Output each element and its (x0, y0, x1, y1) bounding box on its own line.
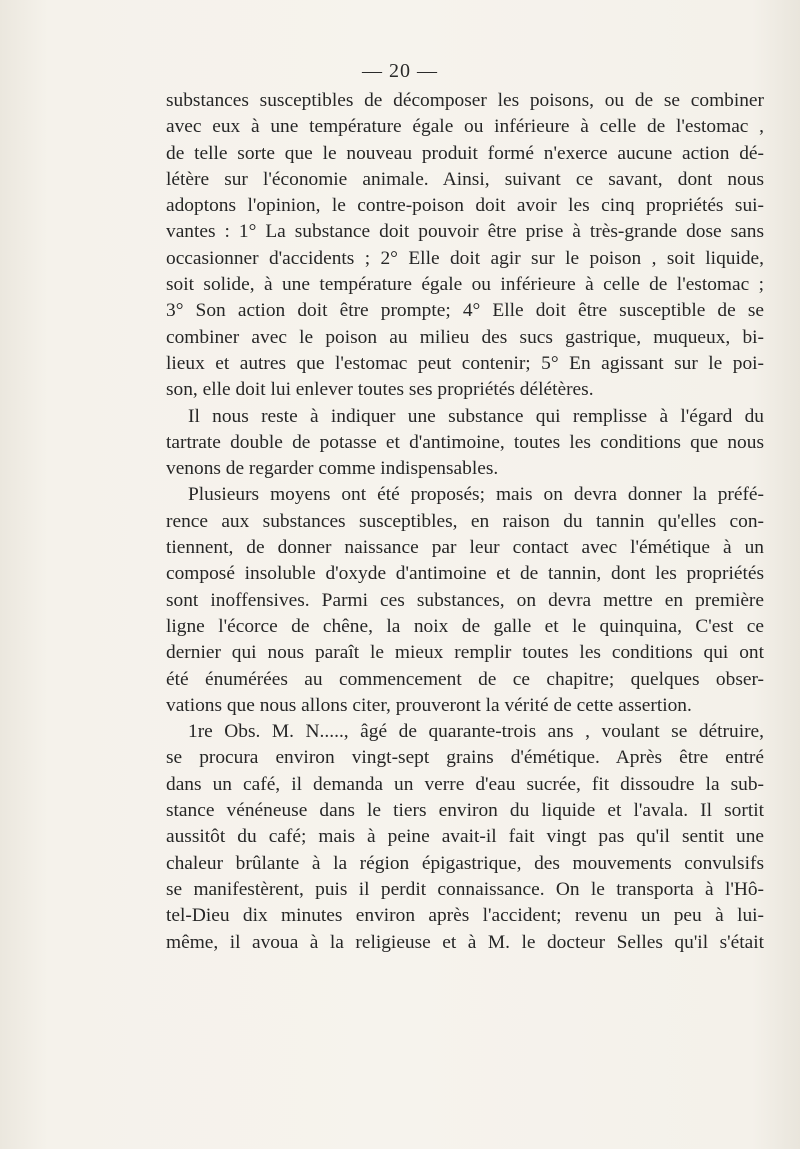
text-line: tiennent, de donner naissance par leur contact avec l'émétique à un (166, 537, 764, 559)
text-line: tartrate double de potasse et d'antimoine, toutes les conditions que nous (166, 431, 764, 453)
text-line: 1re Obs. M. N....., âgé de quarante-trois ans , voulant se détruire, (188, 721, 764, 743)
text-line: dans un café, il demanda un verre d'eau sucrée, fit dissoudre la sub- (166, 773, 764, 795)
text-line: 3° Son action doit être prompte; 4° Elle doit être susceptible de se (166, 300, 764, 322)
paragraph-2 (166, 404, 764, 483)
text-line: vantes : 1° La substance doit pouvoir être prise à très-grande dose sans (166, 221, 764, 243)
text-line: Plusieurs moyens ont été proposés; mais on devra donner la préfé- (188, 484, 764, 506)
text-line: combiner avec le poison au milieu des sucs gastrique, muqueux, bi- (166, 326, 764, 348)
text-line: substances susceptibles de décomposer les poisons, ou de se combiner (166, 90, 764, 111)
text-line: son, elle doit lui enlever toutes ses propriétés délétères. (166, 379, 594, 401)
text-line: composé insoluble d'oxyde d'antimoine et de tannin, dont les propriétés (166, 563, 764, 585)
body-text (166, 88, 764, 956)
paragraph-4 (166, 719, 764, 956)
text-line: létère sur l'économie animale. Ainsi, suivant ce savant, dont nous (166, 168, 764, 190)
text-line: Il nous reste à indiquer une substance qui remplisse à l'égard du (188, 405, 764, 427)
text-line: soit solide, à une température égale ou inférieure à celle de l'estomac ; (166, 274, 764, 296)
text-line: avec eux à une température égale ou inférieure à celle de l'estomac , (166, 116, 764, 138)
paragraph-3 (166, 482, 764, 719)
page-number: — 20 — (362, 60, 438, 82)
text-line: de telle sorte que le nouveau produit formé n'exerce aucune action dé- (166, 142, 764, 164)
text-line: adoptons l'opinion, le contre-poison doit avoir les cinq propriétés sui- (166, 195, 764, 217)
text-line: sont inoffensives. Parmi ces substances, on devra mettre en première (166, 589, 764, 611)
text-line: même, il avoua à la religieuse et à M. le docteur Selles qu'il s'était (166, 931, 764, 953)
text-line: vations que nous allons citer, prouveront la vérité de cette assertion. (166, 694, 692, 716)
text-line: ligne l'écorce de chêne, la noix de galle et le quinquina, C'est ce (166, 615, 764, 637)
text-line: chaleur brûlante à la région épigastrique, des mouvements convulsifs (166, 852, 764, 874)
text-line: été énumérées au commencement de ce chapitre; quelques obser- (166, 668, 764, 690)
text-line: dernier qui nous paraît le mieux remplir toutes les conditions qui ont (166, 642, 764, 664)
text-line: rence aux substances susceptibles, en raison du tannin qu'elles con- (166, 510, 764, 532)
text-line: occasionner d'accidents ; 2° Elle doit agir sur le poison , soit liquide, (166, 247, 764, 269)
text-line: tel-Dieu dix minutes environ après l'accident; revenu un peu à lui- (166, 905, 764, 927)
text-line: stance vénéneuse dans le tiers environ du liquide et l'avala. Il sortit (166, 800, 764, 822)
text-line: se manifestèrent, puis il perdit connaissance. On le transporta à l'Hô- (166, 878, 764, 900)
text-line: lieux et autres que l'estomac peut contenir; 5° En agissant sur le poi- (166, 352, 764, 374)
text-line: venons de regarder comme indispensables. (166, 458, 499, 480)
text-line: aussitôt du café; mais à peine avait-il fait vingt pas qu'il sentit une (166, 826, 764, 848)
paragraph-1 (166, 88, 764, 404)
text-line: se procura environ vingt-sept grains d'émétique. Après être entré (166, 747, 764, 769)
